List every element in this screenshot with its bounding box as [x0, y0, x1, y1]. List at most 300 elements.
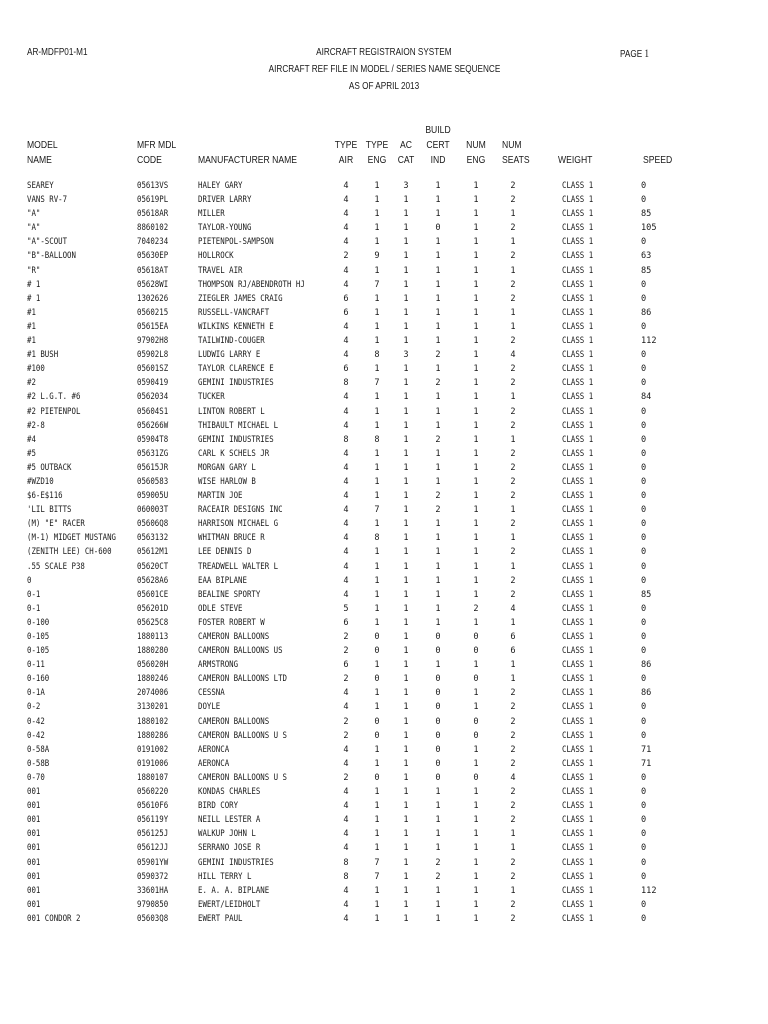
- num-seats-cell: 2: [510, 491, 516, 502]
- build-cert-ind-cell: 1: [435, 885, 441, 896]
- manufacturer-name-cell: LINTON ROBERT L: [198, 406, 265, 417]
- col-header-num-eng-line2: ENG: [466, 154, 486, 166]
- manufacturer-name-cell: CAMERON BALLOONS LTD: [198, 674, 287, 685]
- weight-cell: CLASS 1: [562, 265, 594, 276]
- ac-cat-cell: 1: [403, 913, 409, 924]
- mfr-code-cell: 056125J: [137, 829, 169, 840]
- num-eng-cell: 0: [473, 730, 479, 741]
- speed-cell: 0: [641, 632, 647, 642]
- speed-cell: 0: [641, 730, 647, 741]
- table-row: [0, 193, 768, 207]
- type-air-cell: 4: [343, 899, 349, 910]
- model-name-cell: 001: [27, 871, 41, 882]
- manufacturer-name-cell: CAMERON BALLOONS US: [198, 646, 283, 657]
- weight-cell: CLASS 1: [562, 307, 594, 318]
- model-name-cell: 001: [27, 815, 41, 826]
- num-eng-cell: 1: [473, 829, 479, 840]
- manufacturer-name-cell: SERRANO JOSE R: [198, 843, 261, 854]
- type-air-cell: 4: [343, 392, 349, 403]
- weight-cell: CLASS 1: [562, 378, 594, 389]
- type-air-cell: 4: [343, 476, 349, 487]
- type-air-cell: 5: [343, 603, 349, 614]
- num-eng-cell: 1: [473, 223, 479, 234]
- num-seats-cell: 2: [510, 293, 516, 304]
- num-seats-cell: 2: [510, 223, 516, 234]
- num-eng-cell: 1: [473, 279, 479, 290]
- mfr-code-cell: 8860102: [137, 223, 169, 234]
- manufacturer-name-cell: RUSSELL-VANCRAFT: [198, 307, 270, 318]
- table-row: [0, 870, 768, 884]
- model-name-cell: #2 L.G.T. #6: [27, 392, 81, 403]
- num-eng-cell: 1: [473, 871, 479, 882]
- num-seats-cell: 2: [510, 448, 516, 459]
- num-eng-cell: 0: [473, 646, 479, 657]
- manufacturer-name-cell: E. A. A. BIPLANE: [198, 885, 270, 896]
- ac-cat-cell: 1: [403, 801, 409, 812]
- manufacturer-name-cell: BEALINE SPORTY: [198, 589, 261, 600]
- col-header-model-line2: NAME: [27, 154, 52, 166]
- mfr-code-cell: 97902H8: [137, 336, 169, 347]
- type-air-cell: 4: [343, 265, 349, 276]
- weight-cell: CLASS 1: [562, 829, 594, 840]
- type-air-cell: 2: [343, 772, 349, 783]
- mfr-code-cell: 059005U: [137, 491, 169, 502]
- weight-cell: CLASS 1: [562, 815, 594, 826]
- type-eng-cell: 1: [374, 476, 380, 487]
- num-eng-cell: 1: [473, 434, 479, 445]
- weight-cell: CLASS 1: [562, 716, 594, 727]
- weight-cell: CLASS 1: [562, 321, 594, 332]
- weight-cell: CLASS 1: [562, 772, 594, 783]
- num-seats-cell: 2: [510, 575, 516, 586]
- mfr-code-cell: 0191006: [137, 758, 169, 769]
- speed-cell: 0: [641, 181, 647, 191]
- speed-cell: 0: [641, 420, 647, 431]
- num-seats-cell: 2: [510, 688, 516, 699]
- weight-cell: CLASS 1: [562, 336, 594, 347]
- speed-cell: 0: [641, 293, 647, 304]
- manufacturer-name-cell: ARMSTRONG: [198, 660, 239, 671]
- ac-cat-cell: 1: [403, 843, 409, 854]
- model-name-cell: "R": [27, 265, 41, 276]
- num-eng-cell: 1: [473, 293, 479, 304]
- mfr-code-cell: 05904T8: [137, 434, 169, 445]
- num-eng-cell: 1: [473, 209, 479, 220]
- manufacturer-name-cell: CAMERON BALLOONS U S: [198, 772, 287, 783]
- speed-cell: 71: [641, 744, 652, 755]
- model-name-cell: 001: [27, 829, 41, 840]
- mfr-code-cell: 05604S1: [137, 406, 169, 417]
- mfr-code-cell: 0590372: [137, 871, 169, 882]
- build-cert-ind-cell: 1: [435, 406, 441, 417]
- model-name-cell: 001: [27, 801, 41, 812]
- type-air-cell: 6: [343, 364, 349, 375]
- num-seats-cell: 6: [510, 646, 516, 657]
- num-eng-cell: 1: [473, 561, 479, 572]
- ac-cat-cell: 1: [403, 476, 409, 487]
- mfr-code-cell: 0560583: [137, 476, 169, 487]
- num-seats-cell: 1: [510, 321, 516, 332]
- table-row: [0, 743, 768, 757]
- model-name-cell: #WZD10: [27, 476, 54, 487]
- table-row: [0, 249, 768, 263]
- type-air-cell: 4: [343, 350, 349, 361]
- manufacturer-name-cell: CAMERON BALLOONS: [198, 632, 270, 642]
- weight-cell: CLASS 1: [562, 885, 594, 896]
- weight-cell: CLASS 1: [562, 434, 594, 445]
- num-eng-cell: 1: [473, 336, 479, 347]
- build-cert-ind-cell: 1: [435, 307, 441, 318]
- manufacturer-name-cell: RACEAIR DESIGNS INC: [198, 505, 283, 516]
- col-header-model-line1: MODEL: [27, 139, 58, 151]
- model-name-cell: 0-100: [27, 617, 50, 628]
- manufacturer-name-cell: DOYLE: [198, 702, 221, 713]
- table-row: [0, 475, 768, 489]
- ac-cat-cell: 1: [403, 899, 409, 910]
- num-eng-cell: 0: [473, 632, 479, 642]
- col-header-ac-cat-line2: CAT: [397, 154, 415, 166]
- table-row: [0, 588, 768, 602]
- speed-cell: 0: [641, 364, 647, 375]
- col-header-type-eng-line2: ENG: [367, 154, 387, 166]
- type-air-cell: 8: [343, 871, 349, 882]
- num-eng-cell: 1: [473, 237, 479, 248]
- weight-cell: CLASS 1: [562, 448, 594, 459]
- model-name-cell: $6-E$116: [27, 491, 63, 502]
- type-eng-cell: 1: [374, 787, 380, 798]
- type-eng-cell: 1: [374, 519, 380, 530]
- ac-cat-cell: 1: [403, 293, 409, 304]
- mfr-code-cell: 05610F6: [137, 801, 169, 812]
- num-seats-cell: 1: [510, 533, 516, 544]
- weight-cell: CLASS 1: [562, 758, 594, 769]
- speed-cell: 0: [641, 406, 647, 417]
- col-header-type-air: [330, 138, 363, 168]
- weight-cell: CLASS 1: [562, 575, 594, 586]
- build-cert-ind-cell: 1: [435, 801, 441, 812]
- mfr-code-cell: 1880280: [137, 646, 169, 657]
- speed-cell: 85: [641, 589, 652, 600]
- mfr-code-cell: 2074006: [137, 688, 169, 699]
- num-eng-cell: 1: [473, 195, 479, 206]
- num-eng-cell: 0: [473, 674, 479, 685]
- table-row: [0, 292, 768, 306]
- weight-cell: CLASS 1: [562, 617, 594, 628]
- table-row: [0, 503, 768, 517]
- mfr-code-cell: 05902L8: [137, 350, 169, 361]
- num-eng-cell: 1: [473, 491, 479, 502]
- weight-cell: CLASS 1: [562, 533, 594, 544]
- type-eng-cell: 1: [374, 617, 380, 628]
- num-eng-cell: 1: [473, 392, 479, 403]
- type-air-cell: 8: [343, 434, 349, 445]
- table-row: [0, 658, 768, 672]
- build-cert-ind-cell: 1: [435, 533, 441, 544]
- build-cert-ind-cell: 1: [435, 293, 441, 304]
- build-cert-ind-cell: 1: [435, 787, 441, 798]
- weight-cell: CLASS 1: [562, 237, 594, 248]
- type-air-cell: 4: [343, 561, 349, 572]
- num-eng-cell: 1: [473, 251, 479, 262]
- model-name-cell: 0-105: [27, 646, 50, 657]
- num-seats-cell: 2: [510, 758, 516, 769]
- manufacturer-name-cell: WISE HARLOW B: [198, 476, 256, 487]
- weight-cell: CLASS 1: [562, 364, 594, 375]
- ac-cat-cell: 3: [403, 350, 409, 361]
- model-name-cell: 0-1A: [27, 688, 45, 699]
- mfr-code-cell: 7040234: [137, 237, 169, 248]
- ac-cat-cell: 1: [403, 561, 409, 572]
- mfr-code-cell: 0560220: [137, 787, 169, 798]
- table-row: [0, 898, 768, 912]
- manufacturer-name-cell: LUDWIG LARRY E: [198, 350, 261, 361]
- num-eng-cell: 1: [473, 744, 479, 755]
- ac-cat-cell: 1: [403, 307, 409, 318]
- ac-cat-cell: 1: [403, 632, 409, 642]
- type-eng-cell: 1: [374, 448, 380, 459]
- mfr-code-cell: 05613VS: [137, 181, 169, 191]
- speed-cell: 0: [641, 237, 647, 248]
- ac-cat-cell: 1: [403, 688, 409, 699]
- speed-cell: 0: [641, 702, 647, 713]
- speed-cell: 0: [641, 857, 647, 868]
- manufacturer-name-cell: TAILWIND-COUGER: [198, 336, 265, 347]
- speed-cell: 0: [641, 716, 647, 727]
- weight-cell: CLASS 1: [562, 462, 594, 473]
- weight-cell: CLASS 1: [562, 519, 594, 530]
- weight-cell: CLASS 1: [562, 195, 594, 206]
- col-header-num-eng-line1: NUM: [466, 139, 486, 151]
- type-air-cell: 4: [343, 279, 349, 290]
- type-air-cell: 4: [343, 744, 349, 755]
- type-air-cell: 4: [343, 406, 349, 417]
- type-air-cell: 4: [343, 829, 349, 840]
- ac-cat-cell: 1: [403, 702, 409, 713]
- weight-cell: CLASS 1: [562, 660, 594, 671]
- ac-cat-cell: 1: [403, 279, 409, 290]
- weight-cell: CLASS 1: [562, 603, 594, 614]
- type-eng-cell: 8: [374, 350, 380, 361]
- type-eng-cell: 1: [374, 307, 380, 318]
- manufacturer-name-cell: TAYLOR CLARENCE E: [198, 364, 274, 375]
- speed-cell: 0: [641, 321, 647, 332]
- num-seats-cell: 2: [510, 899, 516, 910]
- num-seats-cell: 2: [510, 857, 516, 868]
- table-row: [0, 602, 768, 616]
- table-row: [0, 545, 768, 559]
- mfr-code-cell: 0590419: [137, 378, 169, 389]
- manufacturer-name-cell: THIBAULT MICHAEL L: [198, 420, 279, 431]
- manufacturer-name-cell: FOSTER ROBERT W: [198, 617, 265, 628]
- build-cert-ind-cell: 1: [435, 392, 441, 403]
- build-cert-ind-cell: 1: [435, 519, 441, 530]
- manufacturer-name-cell: MILLER: [198, 209, 225, 220]
- build-cert-ind-cell: 1: [435, 660, 441, 671]
- speed-cell: 84: [641, 392, 652, 403]
- weight-cell: CLASS 1: [562, 857, 594, 868]
- num-seats-cell: 2: [510, 702, 516, 713]
- type-eng-cell: 1: [374, 237, 380, 248]
- table-row: [0, 362, 768, 376]
- num-seats-cell: 2: [510, 378, 516, 389]
- build-cert-ind-cell: 0: [435, 758, 441, 769]
- type-eng-cell: 1: [374, 843, 380, 854]
- num-eng-cell: 2: [473, 603, 479, 614]
- manufacturer-name-cell: TAYLOR-YOUNG: [198, 223, 252, 234]
- table-row: [0, 334, 768, 348]
- report-subtitle: AIRCRAFT REF FILE IN MODEL / SERIES NAME SEQUENCE: [268, 63, 500, 75]
- num-seats-cell: 2: [510, 871, 516, 882]
- mfr-code-cell: 05619PL: [137, 195, 169, 206]
- weight-cell: CLASS 1: [562, 730, 594, 741]
- page-indicator: [620, 46, 649, 61]
- build-cert-ind-cell: 2: [435, 491, 441, 502]
- mfr-code-cell: 0563132: [137, 533, 169, 544]
- ac-cat-cell: 1: [403, 533, 409, 544]
- manufacturer-name-cell: GEMINI INDUSTRIES: [198, 434, 274, 445]
- ac-cat-cell: 1: [403, 885, 409, 896]
- type-eng-cell: 1: [374, 913, 380, 924]
- speed-cell: 0: [641, 787, 647, 798]
- model-name-cell: "A": [27, 223, 41, 234]
- build-cert-ind-cell: 2: [435, 434, 441, 445]
- col-header-manufacturer: MANUFACTURER NAME: [198, 154, 298, 166]
- model-name-cell: (M) "E" RACER: [27, 519, 85, 530]
- type-air-cell: 4: [343, 181, 349, 191]
- col-header-build-cert: [422, 123, 455, 168]
- type-eng-cell: 1: [374, 321, 380, 332]
- ac-cat-cell: 1: [403, 251, 409, 262]
- ac-cat-cell: 1: [403, 716, 409, 727]
- table-row: [0, 757, 768, 771]
- manufacturer-name-cell: MORGAN GARY L: [198, 462, 256, 473]
- build-cert-ind-cell: 0: [435, 646, 441, 657]
- model-name-cell: #1: [27, 321, 36, 332]
- speed-cell: 0: [641, 350, 647, 361]
- col-header-mfr-line2: CODE: [137, 154, 162, 166]
- build-cert-ind-cell: 0: [435, 702, 441, 713]
- model-name-cell: (M-1) MIDGET MUSTANG: [27, 533, 116, 544]
- manufacturer-name-cell: MARTIN JOE: [198, 491, 243, 502]
- num-eng-cell: 1: [473, 533, 479, 544]
- type-eng-cell: 0: [374, 674, 380, 685]
- page-label: PAGE: [620, 48, 643, 60]
- speed-cell: 0: [641, 476, 647, 487]
- weight-cell: CLASS 1: [562, 801, 594, 812]
- weight-cell: CLASS 1: [562, 871, 594, 882]
- num-seats-cell: 1: [510, 829, 516, 840]
- ac-cat-cell: 1: [403, 674, 409, 685]
- speed-cell: 0: [641, 491, 647, 502]
- mfr-code-cell: 05631ZG: [137, 448, 169, 459]
- mfr-code-cell: 05630EP: [137, 251, 169, 262]
- table-row: [0, 884, 768, 898]
- num-eng-cell: 1: [473, 787, 479, 798]
- type-eng-cell: 1: [374, 702, 380, 713]
- type-air-cell: 2: [343, 632, 349, 642]
- type-air-cell: 4: [343, 688, 349, 699]
- col-header-mfr: [137, 138, 176, 168]
- weight-cell: CLASS 1: [562, 476, 594, 487]
- speed-cell: 0: [641, 871, 647, 882]
- table-row: [0, 729, 768, 743]
- num-eng-cell: 1: [473, 688, 479, 699]
- type-eng-cell: 1: [374, 462, 380, 473]
- col-header-num-seats-line2: SEATS: [502, 154, 530, 166]
- table-row: [0, 560, 768, 574]
- speed-cell: 85: [641, 209, 652, 220]
- num-seats-cell: 6: [510, 632, 516, 642]
- weight-cell: CLASS 1: [562, 744, 594, 755]
- build-cert-ind-cell: 1: [435, 547, 441, 558]
- col-header-type-air-line1: TYPE: [334, 139, 358, 151]
- table-row: [0, 785, 768, 799]
- manufacturer-name-cell: EAA BIPLANE: [198, 575, 247, 586]
- ac-cat-cell: 1: [403, 519, 409, 530]
- num-seats-cell: 1: [510, 265, 516, 276]
- ac-cat-cell: 1: [403, 364, 409, 375]
- type-eng-cell: 0: [374, 632, 380, 642]
- col-header-mfr-line1: MFR MDL: [137, 139, 177, 151]
- type-eng-cell: 1: [374, 195, 380, 206]
- type-eng-cell: 1: [374, 589, 380, 600]
- ac-cat-cell: 1: [403, 195, 409, 206]
- build-cert-ind-cell: 1: [435, 815, 441, 826]
- type-air-cell: 4: [343, 801, 349, 812]
- ac-cat-cell: 1: [403, 336, 409, 347]
- mfr-code-cell: 056201D: [137, 603, 169, 614]
- manufacturer-name-cell: TRAVEL AIR: [198, 265, 243, 276]
- manufacturer-name-cell: EWERT PAUL: [198, 913, 243, 924]
- weight-cell: CLASS 1: [562, 702, 594, 713]
- mfr-code-cell: 05612M1: [137, 547, 169, 558]
- mfr-code-cell: 05615JR: [137, 462, 169, 473]
- col-header-type-air-line2: AIR: [338, 154, 354, 166]
- manufacturer-name-cell: HARRISON MICHAEL G: [198, 519, 279, 530]
- model-name-cell: 0-2: [27, 702, 41, 713]
- weight-cell: CLASS 1: [562, 899, 594, 910]
- type-air-cell: 2: [343, 716, 349, 727]
- speed-cell: 0: [641, 815, 647, 826]
- table-row: [0, 686, 768, 700]
- num-seats-cell: 2: [510, 519, 516, 530]
- type-air-cell: 4: [343, 462, 349, 473]
- build-cert-ind-cell: 0: [435, 223, 441, 234]
- model-name-cell: #1 BUSH: [27, 350, 59, 361]
- ac-cat-cell: 1: [403, 575, 409, 586]
- mfr-code-cell: 05901YW: [137, 857, 169, 868]
- num-eng-cell: 1: [473, 843, 479, 854]
- speed-cell: 86: [641, 660, 652, 671]
- build-cert-ind-cell: 0: [435, 744, 441, 755]
- num-eng-cell: 1: [473, 350, 479, 361]
- type-eng-cell: 1: [374, 491, 380, 502]
- table-row: [0, 207, 768, 221]
- type-air-cell: 4: [343, 209, 349, 220]
- speed-cell: 0: [641, 829, 647, 840]
- model-name-cell: 'LIL BITTS: [27, 505, 72, 516]
- build-cert-ind-cell: 1: [435, 420, 441, 431]
- num-seats-cell: 4: [510, 350, 516, 361]
- manufacturer-name-cell: GEMINI INDUSTRIES: [198, 857, 274, 868]
- weight-cell: CLASS 1: [562, 646, 594, 657]
- num-seats-cell: 4: [510, 603, 516, 614]
- type-air-cell: 4: [343, 885, 349, 896]
- table-row: [0, 771, 768, 785]
- type-eng-cell: 1: [374, 885, 380, 896]
- table-row: [0, 517, 768, 531]
- num-eng-cell: 1: [473, 857, 479, 868]
